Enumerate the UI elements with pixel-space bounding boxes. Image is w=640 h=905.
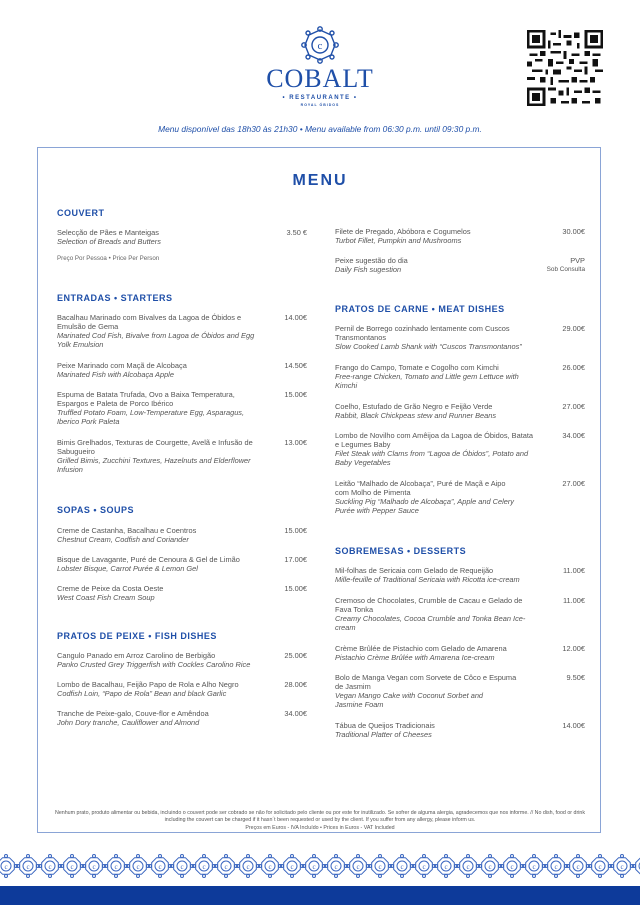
svg-text:c: c <box>444 863 448 871</box>
border-emblem-icon <box>325 855 348 878</box>
svg-text:c: c <box>317 40 323 52</box>
section-meat-title: PRATOS DE CARNE • MEAT DISHES <box>335 304 505 314</box>
menu-item <box>57 313 307 349</box>
border-emblem-icon <box>391 855 414 878</box>
brand-location: ROYAL ÓBIDOS <box>300 103 340 107</box>
item-name-en: Traditional Platter of Cheeses <box>335 730 432 739</box>
svg-text:c: c <box>620 863 624 871</box>
item-name-en: Vegan Mango Cake with Coconut Sorbet and Jasmine Foam <box>335 691 484 709</box>
item-price: 17.00€ <box>284 555 307 564</box>
menu-item <box>335 402 585 420</box>
item-name-en: Suckling Pig “Malhado de Alcobaça”, Apple and Celery Purée with Pepper Sauce <box>335 497 514 515</box>
item-name-pt: Selecção de Pães e Manteigas <box>57 228 159 237</box>
menu-item <box>57 584 307 602</box>
menu-item <box>57 526 307 544</box>
menu-item <box>57 390 307 426</box>
menu-item <box>57 555 307 573</box>
item-price: 27.00€ <box>562 479 585 488</box>
footer-line-1: Nenhum prato, produto alimentar ou bebida, incluindo o couvert pode ser cobrado se não for solicitado pelo cliente ou por este for inutilizado. Se sofrer de alguma alergia, agradecemos que nos informe. // No dish, food or drink including the couvert can be charged if it hasn´t been requested or used by the client. If you suffer from any allergy, please inform us. <box>55 810 585 824</box>
section-fish-title: PRATOS DE PEIXE • FISH DISHES <box>57 631 217 641</box>
restaurant-logo <box>264 26 376 107</box>
svg-text:c: c <box>114 863 118 871</box>
svg-text:c: c <box>246 863 250 871</box>
menu-item <box>335 596 585 632</box>
section-starters-title: ENTRADAS • STARTERS <box>57 293 173 303</box>
item-name-pt: Espuma de Batata Trufada, Ovo a Baixa Temperatura, Espargos e Paleta de Porco Ibérico <box>57 390 235 408</box>
svg-text:c: c <box>510 863 514 871</box>
item-price: 29.00€ <box>562 324 585 333</box>
brand-name: COBALT <box>266 64 374 93</box>
item-name-en: Slow Cooked Lamb Shank with “Cuscos Transmontanos” <box>335 342 522 351</box>
border-emblem-icon <box>413 855 436 878</box>
item-name-en: Turbot Fillet, Pumpkin and Mushrooms <box>335 236 462 245</box>
border-emblem-icon <box>457 855 480 878</box>
item-name-en: Marinated Cod Fish, Bivalve from Lagoa de Óbidos and Egg Yolk Emulsion <box>57 331 255 349</box>
couvert-note: Preço Por Pessoa • Price Per Person <box>57 255 160 262</box>
svg-text:c: c <box>136 863 140 871</box>
border-emblem-icon <box>611 855 634 878</box>
section-soups-title: SOPAS • SOUPS <box>57 505 135 515</box>
menu-item <box>335 721 585 739</box>
svg-text:c: c <box>48 863 52 871</box>
svg-text:c: c <box>576 863 580 871</box>
item-price: 14.00€ <box>284 313 307 322</box>
menu-item <box>57 228 307 246</box>
svg-text:c: c <box>158 863 162 871</box>
item-name-pt: Creme de Castanha, Bacalhau e Coentros <box>57 526 197 535</box>
item-name-en: Free-range Chicken, Tomato and Little gem Lettuce with Kimchi <box>335 372 519 390</box>
item-name-en: Mille-feuille of Traditional Sericaia with Ricotta ice-cream <box>335 575 520 584</box>
border-emblem-icon <box>589 855 612 878</box>
svg-text:c: c <box>202 863 206 871</box>
svg-text:c: c <box>268 863 272 871</box>
item-name-en: Truffled Potato Foam, Low-Temperature Egg, Asparagus, Iberico Pork Paleta <box>57 408 245 426</box>
border-emblem-icon <box>83 855 106 878</box>
item-name-en: John Dory tranche, Cauliflower and Almond <box>57 718 200 727</box>
item-price: 26.00€ <box>562 363 585 372</box>
item-name-pt: Creme de Peixe da Costa Oeste <box>57 584 164 593</box>
item-name-pt: Lombo de Bacalhau, Feijão Papo de Rola e Alho Negro <box>57 680 239 689</box>
item-name-en: Panko Crusted Grey Triggerfish with Cockles Carolino Rice <box>57 660 251 669</box>
item-name-en: Chestnut Cream, Codfish and Coriander <box>57 535 189 544</box>
menu-item <box>57 651 307 669</box>
item-name-pt: Peixe sugestão do dia <box>335 256 408 265</box>
menu-item <box>335 566 585 584</box>
menu-item <box>335 479 585 515</box>
item-price: 15.00€ <box>284 526 307 535</box>
svg-text:c: c <box>224 863 228 871</box>
border-emblem-icon <box>347 855 370 878</box>
border-emblem-icon <box>259 855 282 878</box>
item-name-en: Pistachio Crème Brûlée with Amarena Ice-cream <box>335 653 495 662</box>
border-emblem-icon <box>193 855 216 878</box>
section-desserts-title: SOBREMESAS • DESSERTS <box>335 546 467 556</box>
svg-text:c: c <box>400 863 404 871</box>
item-name-pt: Bisque de Lavagante, Puré de Cenoura & Gel de Limão <box>57 555 240 564</box>
qr-code[interactable] <box>527 30 603 106</box>
item-name-pt: Tábua de Queijos Tradicionais <box>335 721 435 730</box>
menu-item <box>57 680 307 698</box>
svg-text:c: c <box>4 863 8 871</box>
menu-item <box>335 431 585 467</box>
border-emblem-icon <box>281 855 304 878</box>
svg-text:c: c <box>488 863 492 871</box>
item-name-en: Rabbit, Black Chickpeas stew and Runner Beans <box>335 411 497 420</box>
menu-item <box>57 438 307 474</box>
item-name-pt: Pernil de Borrego cozinhado lentamente com Cuscos Transmontanos <box>335 324 510 342</box>
item-price: 11.00€ <box>562 566 585 575</box>
svg-text:c: c <box>422 863 426 871</box>
svg-text:c: c <box>70 863 74 871</box>
item-name-pt: Coelho, Estufado de Grão Negro e Feijão Verde <box>335 402 493 411</box>
item-price: 3.50 € <box>286 228 307 237</box>
border-emblem-icon <box>105 855 128 878</box>
item-name-pt: Bacalhau Marinado com Bivalves da Lagoa de Óbidos e Emulsão de Gema <box>57 313 242 331</box>
item-name-pt: Crème Brûlée de Pistachio com Gelado de Amarena <box>335 644 507 653</box>
border-emblem-icon <box>39 855 62 878</box>
item-name-en: Creamy Chocolates, Cocoa Crumble and Tonka Bean Ice-cream <box>335 614 526 632</box>
menu-title: MENU <box>292 172 348 189</box>
svg-text:c: c <box>598 863 602 871</box>
item-price: 28.00€ <box>284 680 307 689</box>
menu-item <box>335 363 585 390</box>
menu-item <box>335 673 585 709</box>
border-emblem-icon <box>523 855 546 878</box>
item-name-pt: Cangulo Panado em Arroz Carolino de Berbigão <box>57 651 216 660</box>
svg-text:c: c <box>532 863 536 871</box>
logo-emblem-icon <box>300 26 340 64</box>
item-price: 11.00€ <box>562 596 585 605</box>
svg-text:c: c <box>466 863 470 871</box>
menu-item <box>57 709 307 727</box>
brand-subtitle: • RESTAURANTE • <box>282 95 358 101</box>
menu-item <box>57 361 307 379</box>
footer-disclaimer <box>45 810 595 832</box>
border-emblem-icon <box>17 855 40 878</box>
border-emblem-icon <box>369 855 392 878</box>
section-couvert-title: COUVERT <box>57 208 105 218</box>
item-name-pt: Frango do Campo, Tomate e Cogolho com Kimchi <box>335 363 499 372</box>
item-name-en: Grilled Bimis, Zucchini Textures, Hazelnuts and Elderflower Infusion <box>57 456 251 474</box>
border-emblem-icon <box>61 855 84 878</box>
hours-text: Menu disponível das 18h30 às 21h30 • Menu available from 06:30 p.m. until 09:30 p.m. <box>158 124 482 134</box>
svg-text:c: c <box>378 863 382 871</box>
item-name-pt: Leitão “Malhado de Alcobaça”, Puré de Maçã e Aipo com Molho de Pimenta <box>335 479 506 497</box>
item-price: 34.00€ <box>284 709 307 718</box>
price-sub: Sob Consulta <box>546 266 585 273</box>
border-emblem-icon <box>501 855 524 878</box>
svg-text:c: c <box>26 863 30 871</box>
item-name-en: West Coast Fish Cream Soup <box>57 593 155 602</box>
border-emblem-icon <box>303 855 326 878</box>
item-name-en: Daily Fish sugestion <box>335 265 402 274</box>
svg-text:c: c <box>312 863 316 871</box>
price-label: PVP <box>570 256 585 265</box>
item-name-en: Lobster Bisque, Carrot Purée & Lemon Gel <box>57 564 198 573</box>
item-name-pt: Bolo de Manga Vegan com Sorvete de Côco e Espuma de Jasmim <box>335 673 517 691</box>
border-emblem-icon <box>0 855 18 878</box>
border-emblem-icon <box>215 855 238 878</box>
item-name-pt: Peixe Marinado com Maçã de Alcobaça <box>57 361 187 370</box>
svg-text:c: c <box>290 863 294 871</box>
item-name-pt: Tranche de Peixe-galo, Couve-flor e Amêndoa <box>57 709 209 718</box>
border-emblem-icon <box>127 855 150 878</box>
item-name-en: Marinated Fish with Alcobaça Apple <box>57 370 174 379</box>
item-price: 25.00€ <box>284 651 307 660</box>
border-emblem-icon <box>545 855 568 878</box>
menu-item <box>335 644 585 662</box>
svg-text:c: c <box>356 863 360 871</box>
item-price: 30.00€ <box>562 227 585 236</box>
menu-item <box>335 256 585 274</box>
item-name-en: Codfish Loin, “Papo de Rola” Bean and black Garlic <box>57 689 227 698</box>
item-name-pt: Filete de Pregado, Abóbora e Cogumelos <box>335 227 471 236</box>
border-emblem-icon <box>435 855 458 878</box>
item-price: 15.00€ <box>284 584 307 593</box>
menu-item <box>335 227 585 245</box>
border-emblem-icon <box>479 855 502 878</box>
item-price: 14.00€ <box>562 721 585 730</box>
item-name-en: Filet Steak with Clams from “Lagoa de Óbidos”, Potato and Baby Vegetables <box>335 449 529 467</box>
svg-text:c: c <box>180 863 184 871</box>
border-emblem-icon <box>149 855 172 878</box>
svg-text:c: c <box>334 863 338 871</box>
border-emblem-icon <box>237 855 260 878</box>
item-price <box>547 256 585 274</box>
item-price: 15.00€ <box>284 390 307 399</box>
bottom-color-bar <box>0 886 640 905</box>
item-name-pt: Cremoso de Chocolates, Crumble de Cacau e Gelado de Fava Tonka <box>335 596 523 614</box>
svg-text:c: c <box>92 863 96 871</box>
item-price: 14.50€ <box>284 361 307 370</box>
item-price: 13.00€ <box>284 438 307 447</box>
item-price: 12.00€ <box>562 644 585 653</box>
footer-line-2: Preços em Euros - IVA Incluído • Prices in Euros - VAT Included <box>245 824 395 831</box>
item-name-pt: Lombo de Novilho com Amêijoa da Lagoa de Óbidos, Batata e Legumes Baby <box>335 431 534 449</box>
item-name-pt: Mil-folhas de Sericaia com Gelado de Requeijão <box>335 566 494 575</box>
svg-text:c: c <box>554 863 558 871</box>
item-price: 34.00€ <box>562 431 585 440</box>
item-price: 9.50€ <box>566 673 585 682</box>
menu-item <box>335 324 585 351</box>
item-price: 27.00€ <box>562 402 585 411</box>
border-emblem-icon <box>567 855 590 878</box>
item-name-en: Selection of Breads and Butters <box>57 237 161 246</box>
decorative-border-band <box>0 854 640 878</box>
item-name-pt: Bimis Grelhados, Texturas de Courgette, Avelã e Infusão de Sabugueiro <box>57 438 253 456</box>
border-emblem-icon <box>171 855 194 878</box>
